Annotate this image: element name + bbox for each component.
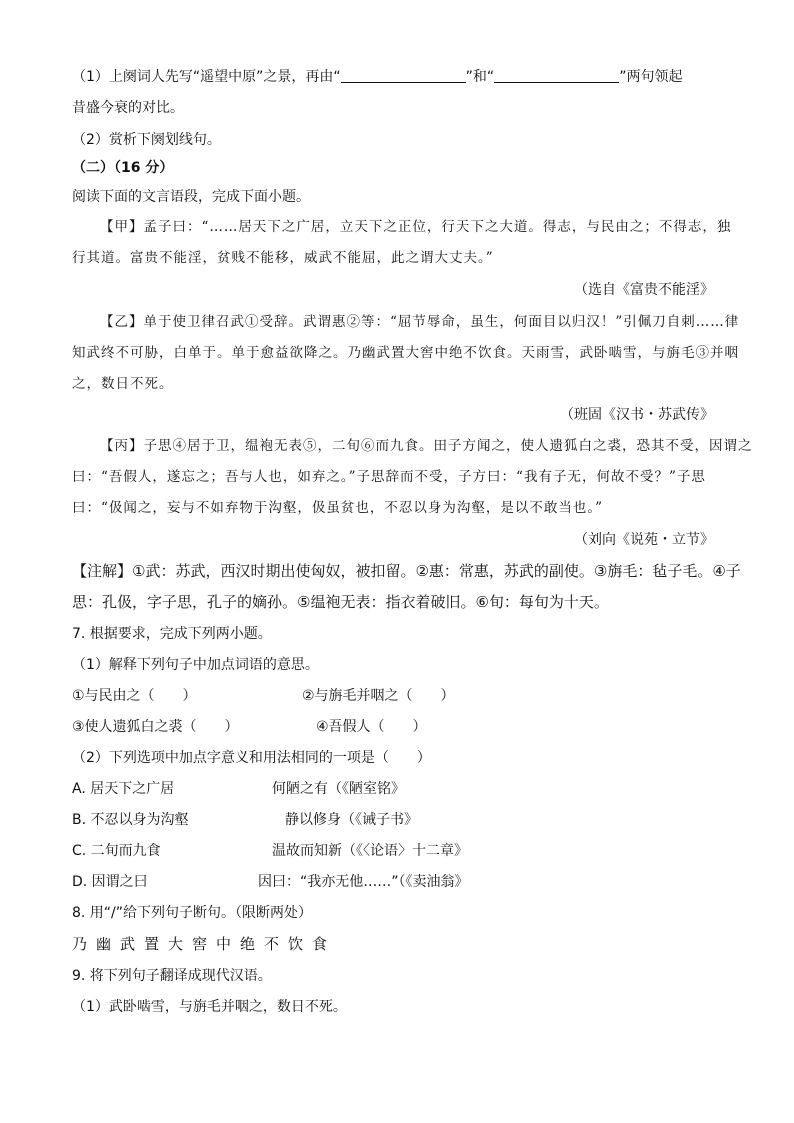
passage-yi-source: （班固《汉书・苏武传》 — [560, 407, 714, 423]
q7-item-1: ①与民由之（ ） — [72, 688, 197, 704]
q7-option-a-compare: 何陋之有（《陋室铭》 — [272, 781, 405, 797]
passage-jia-line1: 【甲】孟子曰：“……居天下之广居，立天下之正位，行天下之大道。得志，与民由之；不得志，独 — [100, 219, 732, 235]
q9-sub1: （1）武卧啮雪，与旃毛并咽之，数日不死。 — [72, 999, 347, 1015]
passage-bing-line3: 曰：“伋闻之，妄与不如弃物于沟壑，伋虽贫也，不忍以身为沟壑，是以不敢当也。” — [72, 500, 604, 516]
notes-line1: 【注解】①武：苏武，西汉时期出使匈奴，被扣留。②惠：常惠，苏武的副使。③旃毛：毡子毛。④子 — [72, 562, 741, 580]
passage-jia-line2: 行其道。富贵不能淫，贫贱不能移，威武不能屈，此之谓大丈夫。” — [72, 250, 494, 266]
q-prev-part1-line2: 昔盛今衰的对比。 — [72, 100, 184, 116]
q8-sentence: 乃幽武置大窖中绝不饮食 — [72, 935, 337, 953]
section-heading: （二）（16 分） — [72, 160, 174, 176]
q7-sub2: （2）下列选项中加点字意义和用法相同的一项是（ ） — [72, 750, 431, 766]
q7-option-b: B. 不忍以身为沟壑 — [72, 812, 189, 828]
q7-option-d-compare: 因曰：“我亦无他……”（《卖油翁》 — [258, 874, 469, 890]
q7-item-2: ②与旃毛并咽之（ ） — [302, 688, 455, 704]
q-prev-part1-text-a: （1）上阕词人先写“遥望中原”之景，再由“ — [72, 69, 341, 85]
passage-yi-line3: 之，数日不死。 — [72, 376, 174, 392]
q7-option-b-compare: 静以修身（《诫子书》 — [285, 812, 418, 828]
q7-item-4: ④吾假人（ ） — [316, 719, 427, 735]
section-intro: 阅读下面的文言语段，完成下面小题。 — [72, 189, 310, 205]
q-prev-part2: （2）赏析下阕划线句。 — [72, 132, 221, 148]
q-prev-part1-text-b: ”和“ — [465, 69, 495, 85]
passage-yi-line2: 知武终不可胁，白单于。单于愈益欲降之。乃幽武置大窖中绝不饮食。天雨雪，武卧啮雪，与旃毛③并咽 — [72, 345, 739, 361]
notes-line2: 思：孔伋，字子思，孔子的嫡孙。⑤缊袍无表：指衣着破旧。⑥旬：每旬为十天。 — [72, 593, 609, 611]
q-prev-part1-line — [72, 67, 682, 87]
passage-bing-line2: 曰：“吾假人，遂忘之；吾与人也，如弃之。”子思辞而不受，子方曰：“我有子无，何故不受？”子思 — [72, 469, 706, 485]
passage-yi-line1: 【乙】单于使卫律召武①受辞。武谓惠②等：“屈节辱命，虽生，何面目以归汉！”引佩刀自刺……律 — [100, 314, 740, 330]
q7-option-a: A. 居天下之广居 — [72, 781, 175, 797]
q7-sub1: （1）解释下列句子中加点词语的意思。 — [72, 657, 319, 673]
q7-item-3: ③使人遗狐白之裘（ ） — [72, 719, 239, 735]
q9-title: 9. 将下列句子翻译成现代汉语。 — [72, 968, 272, 984]
passage-bing-source: （刘向《说苑・立节》 — [574, 532, 714, 548]
q8-title: 8. 用“/”给下列句子断句。（限断两处） — [72, 905, 313, 921]
passage-jia-source: （选自《富贵不能淫》 — [574, 282, 714, 298]
q7-option-c-compare: 温故而知新（《〈论语〉十二章》 — [272, 843, 468, 859]
answer-blank-1[interactable] — [341, 68, 466, 83]
q7-option-d: D. 因谓之曰 — [72, 874, 148, 890]
passage-bing-line1: 【丙】子思④居于卫，缊袍无表⑤，二旬⑥而九食。田子方闻之，使人遗狐白之裘，恐其不受，因谓之 — [100, 438, 753, 454]
q7-title: 7. 根据要求，完成下列两小题。 — [72, 626, 272, 642]
answer-blank-2[interactable] — [494, 68, 619, 83]
q-prev-part1-text-c: ”两句领起 — [619, 69, 683, 85]
q7-option-c: C. 二旬而九食 — [72, 843, 161, 859]
